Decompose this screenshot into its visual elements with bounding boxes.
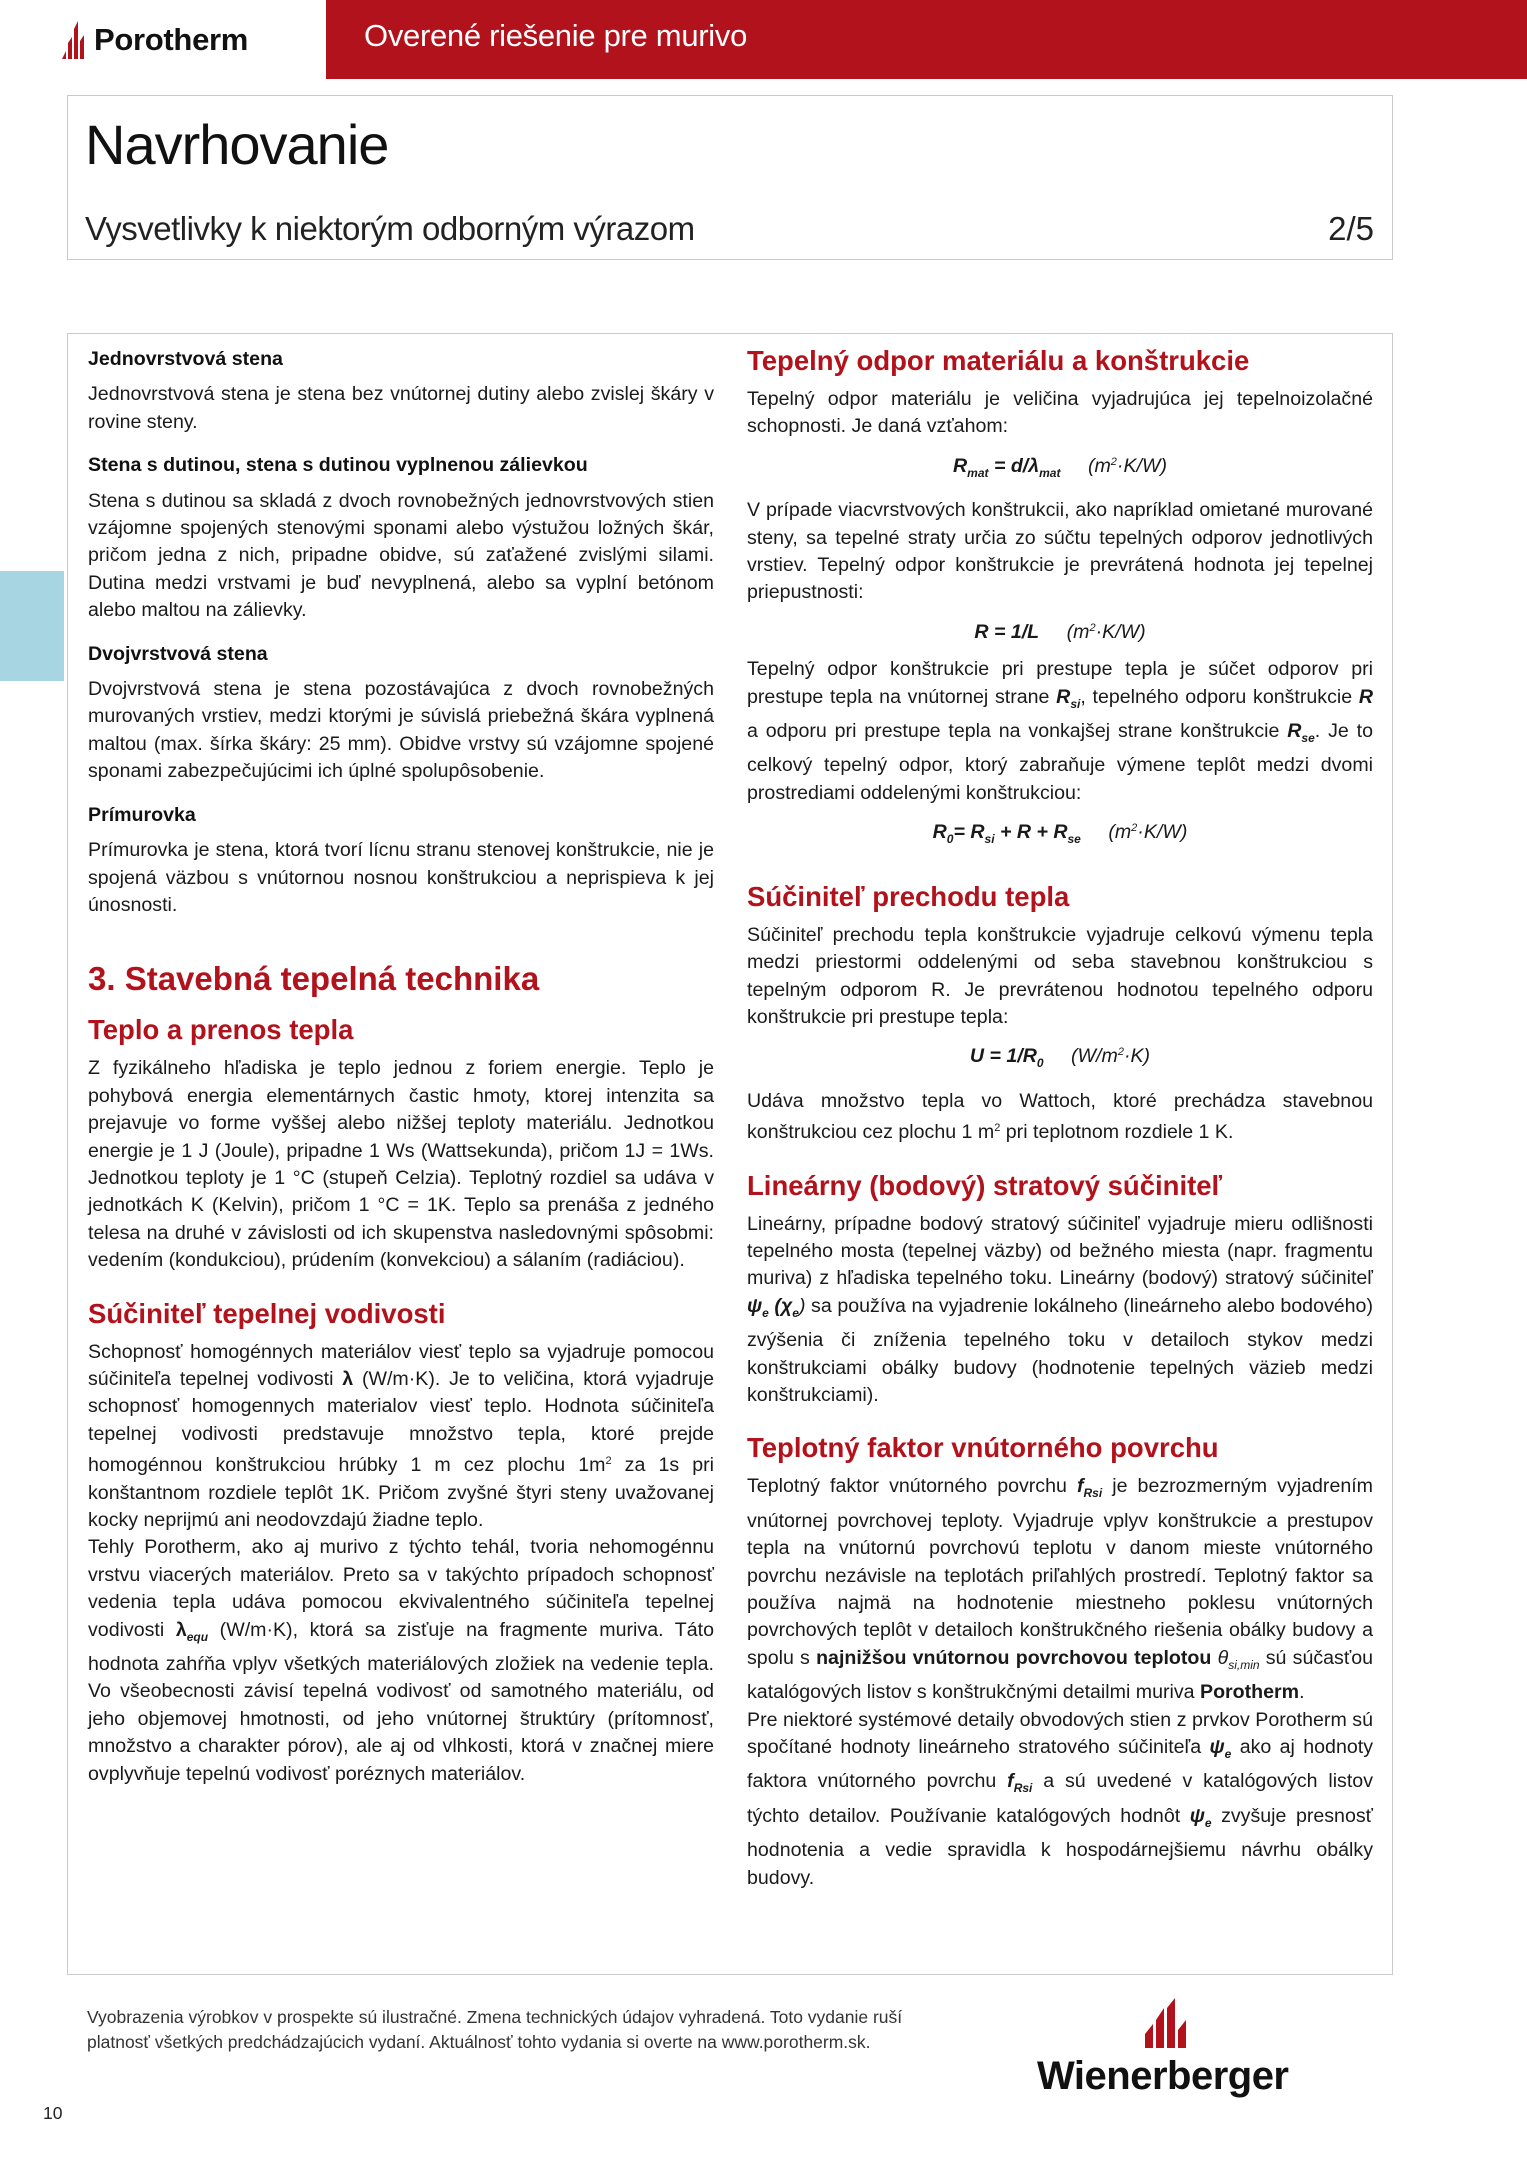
paragraph: Pre niektoré systémové detaily obvodových stien z prvkov Porotherm sú spočítané hodnoty lineárneho stratového súčiniteľa $\psi_e$ ako aj hodnoty faktora vnútorného povrchu $f_{Rsi}$ a sú uvedené v katalógových listov týchto detailov. Používanie katalógových hodnôt $\psi_e$ zvyšuje presnosť hodnotenia a vedie spravidla k hospodárnejšiemu návrhu obálky budovy.	[747, 1708, 1373, 1889]
brand-name: Porotherm	[94, 22, 249, 57]
chapter-heading: 3. Stavebná tepelná technika	[88, 960, 540, 998]
heading-linearny-sucinitel: Lineárny (bodový) stratový súčiniteľ	[747, 1169, 1223, 1201]
paragraph: Udáva množstvo tepla vo Wattoch, ktoré prechádza stavebnou konštrukciou cez plochu 1 $m^2$ pri teplotnom rozdiele 1 K.	[747, 1089, 1373, 1144]
paragraph: Teplotný faktor vnútorného povrchu $f_{Rsi}$ je bezrozmerným vyjadrením vnútornej povrchovej teploty. Vyjadruje vplyv konštrukcie a prestupov tepla na vnútornú povrchovú teplotu v danom mieste vnútorného povrchu nezávisle na teplotách priľahlých prostredí. Teplotný faktor sa používa najmä na hodnotenie miestneho poklesu vnútorných povrchových teplôt v detailoch konštrukčného riešenia obálky budovy a spolu s najnižšou vnútornou povrchovou teplotou $\theta_{si,min}$ sú súčasťou katalógových listov s konštrukčnými detailmi muriva Porotherm.	[747, 1475, 1373, 1704]
paragraph: Z fyzikálneho hľadiska je teplo jednou z foriem energie. Teplo je pohybová energia elementárnych častic hmoty, ktorej intenzita sa prejavuje vo forme vyššej alebo nižšej teploty materiálu. Jednotkou energie je 1 J (Joule), pripadne 1 Ws (Wattsekunda), pričom 1J = 1Ws. Jednotkou teploty je 1 °C (stupeň Celzia). Teplotný rozdiel sa udáva v jednotkách K (Kelvin), pričom 1 °C = 1K. Teplo sa prenáša z jedného telesa na druhé v závislosti od ich skupenstva nasledovnými spôsobmi: vedením (kondukciou), prúdením (konvekciou) a sálaním (radiáciou).	[88, 1057, 714, 1272]
lambda-symbol: λ	[175, 1618, 187, 1641]
formula-rmat: $R_{mat} = d/\lambda_{mat}$ $(m^2\cdot K/W)$	[953, 454, 1167, 480]
paragraph: Tepelný odpor konštrukcie pri prestupe tepla je súčet odporov pri prestupe tepla na vnútornej strane $R_{si}$, tepelného odporu konštrukcie R a odporu pri prestupe tepla na vonkajšej strane konštrukcie $R_{se}$. Je to celkový tepelný odpor, ktorý zabraňuje výmene teplôt medzi dvomi prostrediami oddelenými konštrukciou:	[747, 658, 1373, 804]
paragraph: Lineárny, prípadne bodový stratový súčiniteľ vyjadruje mieru odlišnosti tepelného mosta (tepelnej väzby) od bežného miesta (napr. fragmentu muriva) z hľadiska tepelného toku. Lineárny (bodový) stratový súčiniteľ $\psi_e$ $(\chi_e)$ sa používa na vyjadrenie lokálneho (lineárneho alebo bodového) zvýšenia či zníženia tepelného toku v detailoch stykov medzi konštrukciami obálky budovy (hodnotenie tepelných väzieb medzi konštrukciami).	[747, 1212, 1373, 1406]
formula-r0: $R_0= R_{si} + R + R_{se}$ $(m^2\cdot K/W)$	[932, 821, 1188, 847]
title-box	[67, 95, 1393, 260]
tagline-banner	[326, 0, 1527, 79]
paragraph: V prípade viacvrstvových konštrukcii, ako napríklad omietané murované steny, sa tepelné straty určia zo súčtu tepelných odporov jednotlivých vrstiev. Tepelný odpor konštrukcie je prevrátená hodnota jej tepelnej priepustnosti:	[747, 499, 1373, 604]
paragraph: Tepelný odpor materiálu je veličina vyjadrujúca jej tepelnoizolačné schopnosti. Je daná vzťahom:	[747, 388, 1373, 438]
page-title: Navrhovanie	[85, 113, 389, 176]
paragraph: Schopnosť homogénnych materiálov viesť teplo sa vyjadruje pomocou súčiniteľa tepelnej vodivosti λ (W/m·K). Je to veličina, ktorá vyjadruje schopnosť homogennych materialov viesť teplo. Hodnota súčiniteľa tepelnej vodivosti predstavuje množstvo tepla, ktoré prejde homogénnou konštrukciou hrúbky 1 m cez plochu $1m^2$ za 1s pri konštantnom rozdiele teplôt 1K. Pričom zvyšné štyri steny uvažovanej kocky neprijmú ani neodovzdajú žiadne teplo.	[88, 1340, 714, 1531]
heading-primurovka: Prímurovka	[88, 803, 196, 826]
heading-teplo: Teplo a prenos tepla	[88, 1014, 354, 1046]
tagline: Overené riešenie pre murivo	[364, 18, 748, 53]
heading-stena-s-dutinou: Stena s dutinou, stena s dutinou vyplnenou zálievkou	[88, 454, 588, 477]
page-number: 10	[43, 2103, 63, 2123]
paragraph: Stena s dutinou sa skladá z dvoch rovnobežných jednovrstvových stien vzájomne spojených stenovými sponami alebo výstužou ložných škár, pričom jedna z nich, pripadne obidve, sú zaťažené zvislými silami. Dutina medzi vrstvami je buď nevyplnená, alebo sa vyplní betónom alebo maltou na zálievky.	[88, 489, 714, 622]
heading-jednovrstvova: Jednovrstvová stena	[88, 348, 283, 370]
left-column	[88, 346, 714, 1788]
right-column	[747, 344, 1373, 1892]
lambda-symbol: λ	[342, 1367, 354, 1390]
heading-tepelny-odpor: Tepelný odpor materiálu a konštrukcie	[747, 345, 1250, 376]
paragraph: Súčiniteľ prechodu tepla konštrukcie vyjadruje celkovú výmenu tepla medzi priestormi oddelenými od seba stavebnou konštrukciou s tepelným odporom R. Je prevrátenou hodnotou tepelného odporu konštrukcie pri prestupe tepla:	[747, 923, 1373, 1028]
porotherm-logo	[62, 18, 248, 62]
section-page-indicator: 2/5	[1328, 210, 1374, 247]
content-box	[67, 333, 1393, 1975]
heading-sucinitel-vodivosti: Súčiniteľ tepelnej vodivosti	[88, 1297, 446, 1329]
porotherm-bars-icon	[62, 21, 88, 59]
wienerberger-logo	[1033, 1998, 1323, 2098]
wienerberger-bars-icon	[1145, 1998, 1191, 2048]
formula-u: $U = 1/R_0$ $(W/m^2\cdot K)$	[969, 1045, 1151, 1071]
paragraph: Prímurovka je stena, ktorá tvorí lícnu stranu stenovej konštrukcie, nie je spojená väzbou s vnútornou nosnou konštrukciou a neprispieva k jej únosnosti.	[88, 839, 714, 916]
side-tab-marker	[0, 571, 64, 681]
heading-sucinitel-prechodu: Súčiniteľ prechodu tepla	[747, 880, 1070, 912]
heading-dvojvrstvova: Dvojvrstvová stena	[88, 642, 268, 665]
paragraph: Tehly Porotherm, ako aj murivo z týchto tehál, tvoria nehomogénnu vrstvu viacerých materiálov. Preto sa v takýchto prípadoch schopnosť vedenia tepla udáva pomocou ekvivalentného súčiniteľa tepelnej vodivosti $\lambda_{equ}$ (W/m·K), ktorá sa zisťuje na fragmente muriva. Táto hodnota zahŕňa vplyv všetkých materiálových zložiek na vedenie tepla. Vo všeobecnosti závisí tepelná vodivosť od samotného materiálu, od jeho objemovej hmotnosti, od jeho vnútornej štruktúry (prítomnosť, množstvo a charakter pórov), ale aj od vlhkosti, ktorá v značnej miere ovplyvňuje tepelnú vodivosť poréznych materiálov.	[88, 1536, 714, 1785]
page-subtitle: Vysvetlivky k niektorým odborným výrazom	[85, 210, 695, 247]
paragraph: Dvojvrstvová stena je stena pozostávajúca z dvoch rovnobežných murovaných vrstiev, medzi ktorými je súvislá priebežná škára vyplnená maltou (max. šírka škáry: 25 mm). Obidve vrstvy sú vzájomne spojené sponami zabezpečujúcimi ich úplné spolupôsobenie.	[88, 678, 714, 783]
company-name: Wienerberger	[1037, 2054, 1289, 2098]
paragraph: Jednovrstvová stena je stena bez vnútornej dutiny alebo zvislej škáry v rovine steny.	[88, 383, 714, 433]
formula-r: R = 1/L $(m^2\cdot K/W)$	[974, 620, 1146, 643]
heading-teplotny-faktor: Teplotný faktor vnútorného povrchu	[747, 1432, 1219, 1464]
footer-disclaimer: Vyobrazenia výrobkov v prospekte sú ilustračné. Zmena technických údajov vyhradená. Toto vydanie ruší platnosť všetkých predchádzajúcich vydaní. Aktuálnosť tohto vydania si overte na www.porotherm.sk.	[87, 2007, 903, 2052]
